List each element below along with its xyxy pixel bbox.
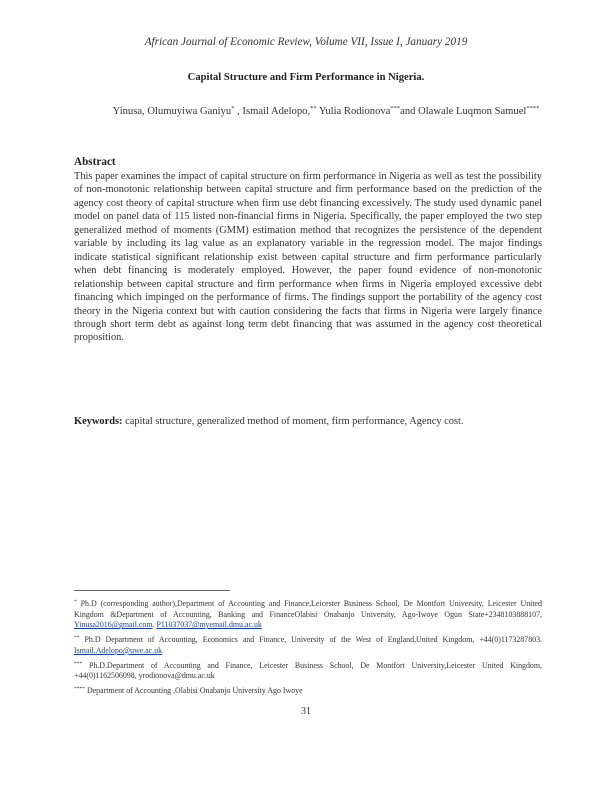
journal-header: African Journal of Economic Review, Volume VII, Issue I, January 2019 xyxy=(144,36,468,48)
keywords-label: Keywords: xyxy=(74,416,123,427)
footnote-text: Department of Accounting ,Olabisi Onabanjo University Ago Iwoye xyxy=(85,686,303,696)
footnote-text: Ph.D Department of Accounting, Economics and Finance, University of the West of England,United Kingdom, +44(0)1173287803. xyxy=(79,635,542,645)
footnote xyxy=(74,659,542,682)
footnote-rule xyxy=(74,590,230,591)
affiliation-mark: ** xyxy=(310,105,317,112)
footnote-mark: * xyxy=(74,599,77,605)
email-link[interactable]: Yinusa2016@gmail.com xyxy=(74,620,153,630)
abstract-heading: Abstract xyxy=(74,156,116,168)
affiliation-mark: *** xyxy=(390,105,401,112)
footnote xyxy=(74,597,542,631)
abstract-body: This paper examines the impact of capital structure on firm performance in Nigeria as well as test the possibility of non-monotonic relationship between capital structure and firm performance based on the prediction of the agency cost theory of capital structure when firm use debt financing excessively. The study used dynamic panel model on panel data of 115 listed non-financial firms in Nigeria. Specifically, the paper employed the two step generalized method of moments (GMM) estimation method that recognizes the persistence of the dependent variable by including its lag value as an explanatory variable in the regression model. The major findings indicate statistical significant relationship exist between capital structure and firm performance particularly when debt financing is moderately employed. However, the paper found evidence of non-monotonic relationship between capital structure and firm performance when firms in Nigeria employed excessive debt financing which impinged on the performance of firms. The findings support the portability of the agency cost theory in the Nigeria context but with caution considering the facts that firms in Nigeria were largely finance through short term debt as against long term debt financing that was assumed in the agency cost theoretical proposition. xyxy=(74,171,542,344)
page-number: 31 xyxy=(301,706,311,717)
author-name: and Olawale Luqmon Samuel xyxy=(400,106,527,117)
footnote-text: Ph.D.Department of Accounting and Finance, Leicester Business School, De Montfort University,Leicester United Kingdom, +44(0)1162506098, yrodionova@dmu.ac.uk xyxy=(74,660,542,681)
footnote-mark: ** xyxy=(74,635,80,642)
footnote-mark: **** xyxy=(74,686,85,693)
email-link[interactable]: P11037037@myemail.dmu.ac.uk xyxy=(156,620,262,630)
footnote xyxy=(74,633,542,656)
keywords xyxy=(74,416,554,427)
author-name: Yinusa, Olumuyiwa Ganiyu xyxy=(112,106,232,117)
affiliation-mark: * xyxy=(231,105,235,112)
footnote-text: Ph.D (corresponding author),Department of Accounting and Finance,Leicester Business School, De Montfort University, Leicester United Kingdom &Department of Accounting, Banking and FinanceOlabisi Onabanjo University, Ago-Iwoye Ogun State+2348103888107, xyxy=(74,599,542,619)
footnote-text: . xyxy=(152,620,157,630)
affiliation-mark: **** xyxy=(526,105,540,112)
footnotes xyxy=(74,597,542,699)
author-separator: , xyxy=(234,106,243,117)
author-name: Yulia Rodionova xyxy=(318,106,391,117)
paper-title: Capital Structure and Firm Performance in Nigeria. xyxy=(187,72,425,83)
footnote-mark: *** xyxy=(74,660,83,667)
keywords-text: capital structure, generalized method of moment, firm performance, Agency cost. xyxy=(122,416,464,427)
email-link[interactable]: Ismail.Adelopo@uwe.ac.uk xyxy=(74,645,163,655)
author-list xyxy=(100,100,552,120)
author-name: Ismail Adelopo, xyxy=(242,106,311,117)
footnote xyxy=(74,684,542,697)
